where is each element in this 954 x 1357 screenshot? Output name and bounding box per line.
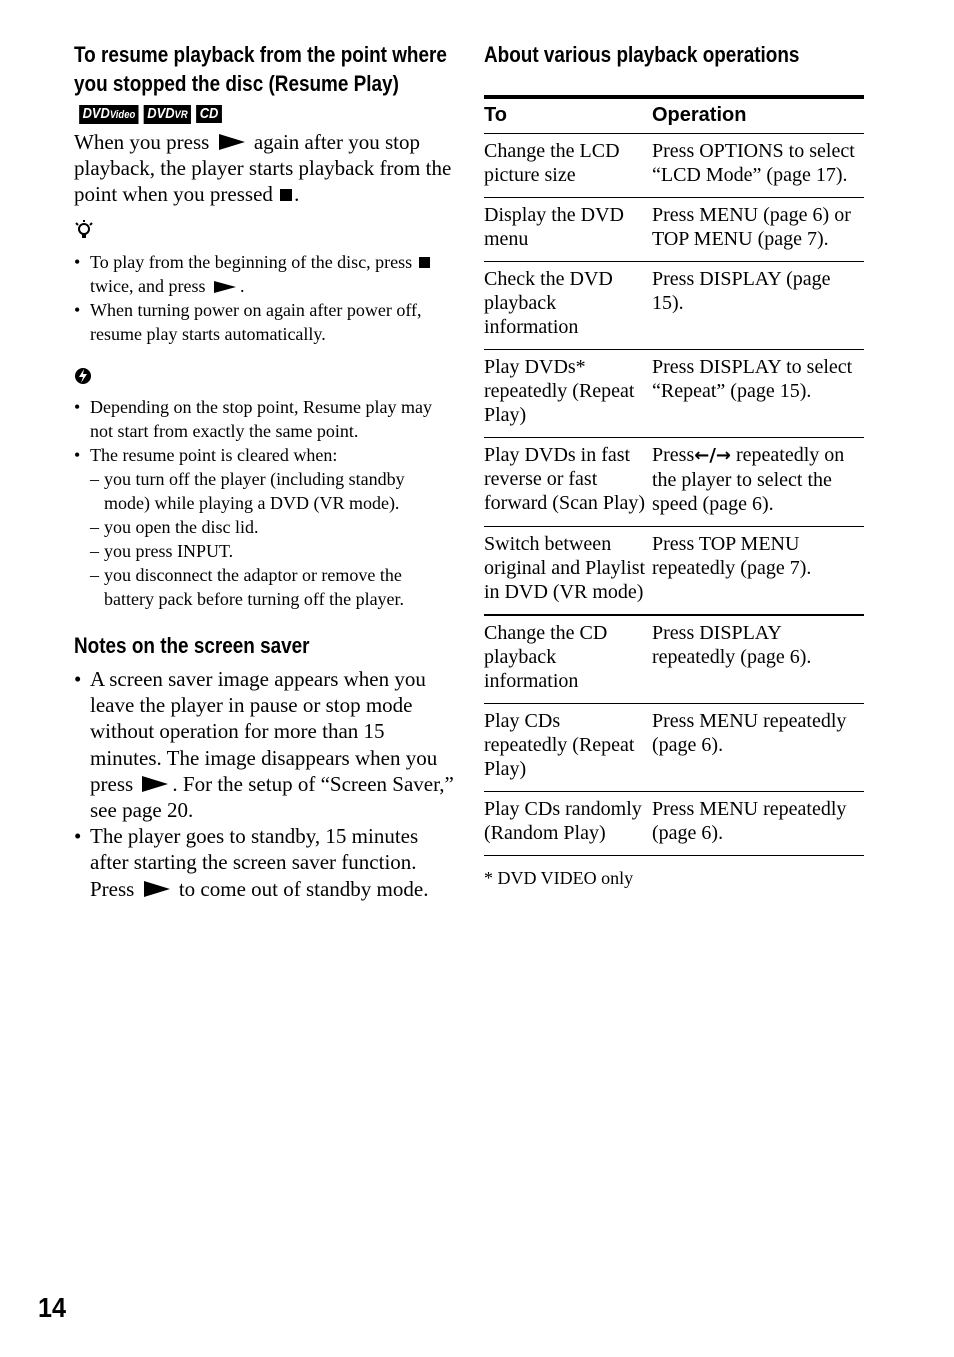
dash-item: – you disconnect the adaptor or remove the battery pack before turning off the player. <box>74 563 454 611</box>
table-row <box>484 262 864 350</box>
operations-heading: About various playback operations <box>484 42 800 67</box>
resume-body: When you press again after you stop playback, the player starts playback from the point when you pressed . <box>74 130 452 206</box>
saver-item: • The player goes to standby, 15 minutes after starting the screen saver function. Press to come out of standby mode. <box>74 823 454 902</box>
cell-operation: Press DISPLAY (page 15). <box>652 262 864 350</box>
note-item: • Depending on the stop point, Resume play may not start from exactly the same point. <box>74 395 454 443</box>
cell-operation: Press DISPLAY repeatedly (page 6). <box>652 615 864 704</box>
table-row <box>484 198 864 262</box>
dash-item: – you turn off the player (including standby mode) while playing a DVD (VR mode). <box>74 467 454 515</box>
table-row <box>484 350 864 438</box>
dash-item: – you open the disc lid. <box>74 515 454 539</box>
cell-to: Play DVDs in fast reverse or fast forward (Scan Play) <box>484 438 652 527</box>
screen-saver-list <box>74 666 454 902</box>
dash-item: – you press INPUT. <box>74 539 454 563</box>
cell-to: Play DVDs* repeatedly (Repeat Play) <box>484 350 652 438</box>
play-icon <box>219 134 245 150</box>
resume-cleared-list <box>74 467 454 611</box>
table-row <box>484 704 864 792</box>
cell-to: Change the CD playback information <box>484 615 652 704</box>
cell-operation: Press MENU repeatedly (page 6). <box>652 792 864 856</box>
cell-operation: Press DISPLAY to select “Repeat” (page 15). <box>652 350 864 438</box>
resume-heading <box>74 40 452 127</box>
dvd-vr-badge: DVDVR <box>144 105 191 124</box>
cell-to: Change the LCD picture size <box>484 134 652 198</box>
notes-list <box>74 395 454 467</box>
saver-item: • A screen saver image appears when you leave the player in pause or stop mode without operation for more than 15 minutes. The image disappears when you press . For the setup of “Screen Saver,” see page 20. <box>74 666 454 823</box>
hints-list <box>74 250 454 346</box>
stop-icon <box>280 189 292 201</box>
cell-operation: Press←/→ repeatedly on the player to select the speed (page 6). <box>652 438 864 527</box>
cd-badge: CD <box>196 105 222 123</box>
table-row <box>484 134 864 198</box>
left-column <box>74 40 454 902</box>
table-row <box>484 792 864 856</box>
resume-heading-text: To resume playback from the point where you stopped the disc (Resume Play) <box>74 42 447 96</box>
hint-item: • When turning power on again after power off, resume play starts automatically. <box>74 298 454 346</box>
cell-operation: Press MENU (page 6) or TOP MENU (page 7). <box>652 198 864 262</box>
left-right-arrows-icon: ←/→ <box>694 445 731 466</box>
note-item: • The resume point is cleared when: <box>74 443 454 467</box>
cell-operation: Press TOP MENU repeatedly (page 7). <box>652 527 864 616</box>
cell-to: Check the DVD playback information <box>484 262 652 350</box>
lightbulb-hint-icon <box>74 219 454 246</box>
column-header-operation: Operation <box>652 97 864 134</box>
play-icon <box>144 881 170 897</box>
cell-to: Play CDs randomly (Random Play) <box>484 792 652 856</box>
cell-operation: Press MENU repeatedly (page 6). <box>652 704 864 792</box>
play-icon <box>214 281 236 293</box>
screen-saver-heading: Notes on the screen saver <box>74 633 310 658</box>
table-row <box>484 527 864 616</box>
table-footnote: * DVD VIDEO only <box>484 868 634 888</box>
cell-to: Play CDs repeatedly (Repeat Play) <box>484 704 652 792</box>
table-header-row <box>484 97 864 134</box>
cell-to: Display the DVD menu <box>484 198 652 262</box>
dvd-video-badge: DVDVideo <box>79 105 139 124</box>
hint-item: • To play from the beginning of the disc, press twice, and press . <box>74 250 454 298</box>
stop-icon <box>419 257 430 268</box>
page-number: 14 <box>38 1292 67 1323</box>
cell-operation: Press OPTIONS to select “LCD Mode” (page 17). <box>652 134 864 198</box>
play-icon <box>142 776 168 792</box>
table-row <box>484 438 864 527</box>
cell-to: Switch between original and Playlist in DVD (VR mode) <box>484 527 652 616</box>
table-row <box>484 615 864 704</box>
note-icon <box>74 366 454 391</box>
right-column <box>484 40 864 890</box>
column-header-to: To <box>484 97 652 134</box>
operations-table <box>484 95 864 856</box>
